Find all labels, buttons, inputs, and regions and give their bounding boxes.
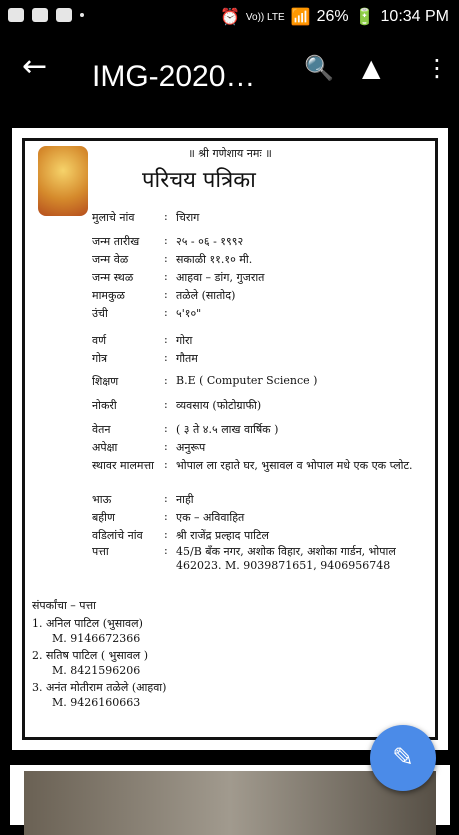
field-label: भाऊ [92, 493, 112, 506]
field-value: श्री राजेंद्र प्रल्हाद पाटिल [176, 529, 269, 542]
field-row: बहीण : एक – अविवाहित [92, 510, 436, 525]
field-value: नाही [176, 493, 194, 506]
status-bar [0, 0, 459, 34]
field-value: गौतम [176, 352, 198, 365]
field-row: वेतन : ( ३ ते ४.५ लाख वार्षिक ) [92, 422, 436, 437]
contact-phone: M. 9146672366 [52, 632, 141, 645]
dot-icon [80, 13, 84, 17]
field-row: मामकुळ : तळेले (सातोद) [92, 288, 436, 303]
field-row: उंची : ५'१०" [92, 306, 436, 321]
notification-icon [8, 8, 24, 22]
field-value: व्यवसाय (फोटोग्राफी) [176, 399, 262, 412]
field-label: गोत्र [92, 352, 108, 365]
field-label: जन्म स्थळ [92, 271, 134, 284]
field-label: वेतन [92, 423, 111, 436]
more-vert-icon[interactable]: ⋮ [425, 54, 449, 82]
contact-name: 2. सतिष पाटिल ( भुसावल ) [32, 649, 149, 662]
field-row: शिक्षण : B.E ( Computer Science ) [92, 374, 436, 389]
field-value: अनुरूप [176, 441, 206, 454]
mantra: ॥ श्री गणेशाय नमः ॥ [188, 147, 272, 160]
field-row: गोत्र : गौतम [92, 351, 436, 366]
contact-name: 3. अनंत मोतीराम तळेले (आहवा) [32, 681, 167, 694]
contact-phone: M. 9426160663 [52, 696, 141, 709]
field-row: जन्म तारीख : २५ - ०६ - १९९२ [92, 234, 436, 249]
edit-fab[interactable] [370, 725, 436, 791]
field-label: वडिलांचे नांव [92, 529, 143, 542]
field-label: जन्म तारीख [92, 235, 140, 248]
contact-name: 1. अनिल पाटिल (भुसावल) [32, 617, 143, 630]
field-value: तळेले (सातोद) [176, 289, 236, 302]
contact-title: संपर्कांचा – पत्ता [32, 599, 97, 612]
field-label: स्थावर मालमत्ता [92, 459, 154, 472]
edit-icon: ✎ [392, 743, 414, 773]
field-label: उंची [92, 307, 108, 320]
document-heading: परिचय पत्रिका [142, 168, 256, 193]
field-label: वर्ण [92, 334, 107, 347]
document-content [12, 128, 448, 750]
field-value: भोपाल ला रहाते घर, भुसावल व भोपाल मधे एक एक प्लोट. [176, 459, 413, 472]
field-value: ५'१०" [176, 307, 202, 320]
lte-indicator: Vo)) LTE [245, 11, 285, 23]
document-image [12, 128, 448, 750]
back-arrow-icon[interactable]: ← [22, 49, 48, 84]
field-value: ( ३ ते ४.५ लाख वार्षिक ) [176, 423, 279, 436]
field-value: आहवा – डांग, गुजरात [176, 271, 265, 284]
alarm-icon: ⏰ [220, 9, 240, 26]
field-row: पत्ता : 45/B बँक नगर, अशोक विहार, अशोका गार्डन, भोपाल 462023. M. 9039871651, 9406956748 [92, 544, 436, 572]
field-value: एक – अविवाहित [176, 511, 245, 524]
field-row: मुलाचे नांव : चिराग [92, 210, 436, 225]
field-row: जन्म स्थळ : आहवा – डांग, गुजरात [92, 270, 436, 285]
field-value: B.E ( Computer Science ) [176, 374, 318, 387]
field-row: नोकरी : व्यवसाय (फोटोग्राफी) [92, 398, 436, 413]
field-label: बहीण [92, 511, 115, 524]
field-label: जन्म वेळ [92, 253, 129, 266]
wifi-icon: 📶 [290, 9, 311, 26]
next-image [24, 771, 436, 835]
field-row: भाऊ : नाही [92, 492, 436, 507]
field-label: मामकुळ [92, 289, 125, 302]
field-label: मुलाचे नांव [92, 211, 135, 224]
field-label: नोकरी [92, 399, 117, 412]
field-label: अपेक्षा [92, 441, 118, 454]
search-icon[interactable]: 🔍 [304, 54, 334, 82]
app-bar [0, 34, 459, 124]
field-value: 45/B बँक नगर, अशोक विहार, अशोका गार्डन, भोपाल 462023. M. 9039871651, 9406956748 [176, 545, 396, 572]
field-label: पत्ता [92, 545, 109, 558]
field-row: जन्म वेळ : सकाळी ११.१० मी. [92, 252, 436, 267]
clipboard-icon [56, 8, 72, 22]
field-value: सकाळी ११.१० मी. [176, 253, 253, 266]
field-value: २५ - ०६ - १९९२ [176, 235, 244, 248]
drive-add-icon[interactable]: ▲ [362, 54, 381, 82]
field-value: गोरा [176, 334, 193, 347]
contact-phone: M. 8421596206 [52, 664, 141, 677]
field-label: शिक्षण [92, 375, 119, 388]
field-row: स्थावर मालमत्ता : भोपाल ला रहाते घर, भुसावल व भोपाल मधे एक एक प्लोट. [92, 458, 436, 473]
field-row: अपेक्षा : अनुरूप [92, 440, 436, 455]
field-value: चिराग [176, 211, 200, 224]
message-icon [32, 8, 48, 22]
field-row: वर्ण : गोरा [92, 333, 436, 348]
field-row: वडिलांचे नांव : श्री राजेंद्र प्रल्हाद पाटिल [92, 528, 436, 543]
clock: 10:34 PM [380, 8, 449, 25]
battery-icon: 🔋 [354, 9, 375, 26]
page-title: IMG-2020… [92, 60, 256, 93]
battery-percent: 26% [316, 8, 349, 25]
